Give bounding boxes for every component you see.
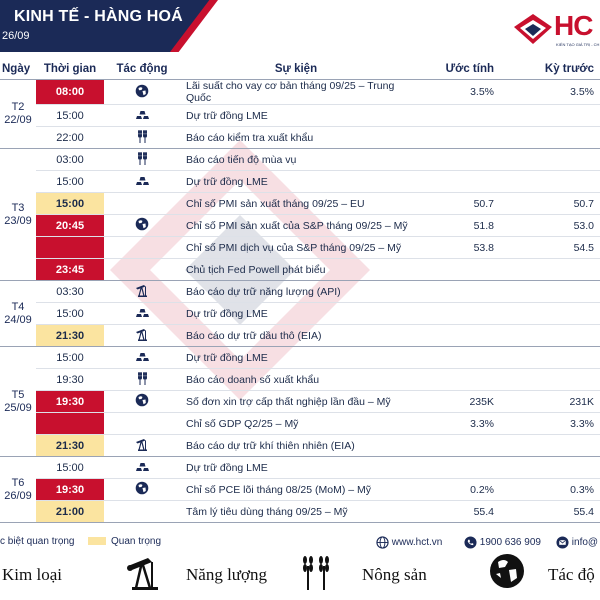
event-cell: Báo cáo dự trữ năng lượng (API) (180, 281, 412, 303)
forecast-cell: 55.4 (412, 501, 504, 523)
event-cell: Lãi suất cho vay cơ bản tháng 09/25 – Trung Quốc (180, 80, 412, 105)
table-row (0, 391, 600, 413)
impact-cell (104, 105, 180, 127)
previous-cell: 53.0 (504, 215, 600, 237)
event-cell: Dự trữ đồng LME (180, 457, 412, 479)
event-cell: Chỉ số PMI sản xuất của S&P tháng 09/25 – Mỹ (180, 215, 412, 237)
header-date: 26/09 (2, 30, 30, 42)
oil-pump-icon (124, 552, 164, 592)
previous-cell: 231K (504, 391, 600, 413)
time-cell: 22:00 (36, 127, 104, 149)
impact-cell (104, 215, 180, 237)
time-cell: 21:00 (36, 501, 104, 523)
globe-icon (135, 481, 149, 495)
previous-cell: 3.3% (504, 413, 600, 435)
impact-cell (104, 127, 180, 149)
event-cell: Báo cáo dự trữ khí thiên nhiên (EIA) (180, 435, 412, 457)
time-cell: 15:00 (36, 171, 104, 193)
legend-important-label: Quan trọng (111, 536, 162, 547)
impact-cell (104, 80, 180, 105)
previous-cell (504, 171, 600, 193)
impact-cell (104, 391, 180, 413)
metal-bars-icon (135, 107, 149, 121)
metal-bars-icon (135, 305, 149, 319)
globe-icon (488, 552, 526, 590)
previous-cell (504, 281, 600, 303)
col-header-forecast: Ước tính (412, 58, 504, 80)
impact-cell (104, 347, 180, 369)
table-row (0, 193, 600, 215)
day-cell: T5 25/09 (0, 347, 36, 457)
table-body (0, 80, 600, 523)
header (0, 0, 600, 56)
time-cell: 15:00 (36, 105, 104, 127)
previous-cell (504, 127, 600, 149)
phone-text: 1900 636 909 (479, 537, 541, 549)
previous-cell (504, 303, 600, 325)
metal-bars-icon (135, 459, 149, 473)
impact-cell (104, 369, 180, 391)
event-cell: Chỉ số PCE lõi tháng 08/25 (MoM) – Mỹ (180, 479, 412, 501)
table-row (0, 237, 600, 259)
globe-icon (135, 217, 149, 231)
forecast-cell (412, 457, 504, 479)
col-header-previous: Kỳ trước (504, 58, 600, 80)
forecast-cell (412, 259, 504, 281)
impact-cell (104, 193, 180, 215)
logo-tagline: KIẾN TẠO GIÁ TRỊ - CH (556, 42, 600, 47)
event-cell: Tâm lý tiêu dùng tháng 09/25 – Mỹ (180, 501, 412, 523)
day-cell: T3 23/09 (0, 149, 36, 281)
forecast-cell: 51.8 (412, 215, 504, 237)
metal-bars-icon (135, 173, 149, 187)
event-cell: Chủ tịch Fed Powell phát biểu (180, 259, 412, 281)
table-row (0, 457, 600, 479)
event-cell: Chỉ số PMI dịch vụ của S&P tháng 09/25 – Mỹ (180, 237, 412, 259)
time-cell: 03:00 (36, 149, 104, 171)
previous-cell: 50.7 (504, 193, 600, 215)
previous-cell (504, 347, 600, 369)
previous-cell (504, 105, 600, 127)
time-cell: 21:30 (36, 325, 104, 347)
time-cell (36, 237, 104, 259)
time-cell: 21:30 (36, 435, 104, 457)
web-icon (376, 536, 389, 549)
col-header-day: Ngày (0, 58, 36, 80)
table-row (0, 105, 600, 127)
event-cell: Chỉ số GDP Q2/25 – Mỹ (180, 413, 412, 435)
table-row (0, 149, 600, 171)
forecast-cell: 3.3% (412, 413, 504, 435)
impact-cell (104, 325, 180, 347)
legend-special-label: c biệt quan trọng (0, 536, 75, 547)
email-text: info@ (571, 537, 599, 549)
forecast-cell (412, 149, 504, 171)
wheat-icon (135, 129, 149, 143)
table-row (0, 501, 600, 523)
impact-cell (104, 501, 180, 523)
forecast-cell: 50.7 (412, 193, 504, 215)
forecast-cell (412, 325, 504, 347)
logo-diamond-icon (512, 12, 554, 46)
event-cell: Báo cáo tiến độ mùa vụ (180, 149, 412, 171)
website-text: www.hct.vn (391, 537, 443, 549)
globe-icon (135, 393, 149, 407)
time-cell (36, 413, 104, 435)
time-cell: 03:30 (36, 281, 104, 303)
legend-yellow-swatch (88, 537, 106, 545)
logo-text: HC (554, 10, 593, 41)
forecast-cell (412, 435, 504, 457)
phone-link[interactable] (464, 536, 541, 549)
forecast-cell (412, 105, 504, 127)
event-cell: Dự trữ đồng LME (180, 347, 412, 369)
time-cell: 15:00 (36, 193, 104, 215)
category-metal-label: Kim loại (2, 565, 62, 584)
table-header-row (0, 58, 600, 80)
event-cell: Báo cáo dự trữ dầu thô (EIA) (180, 325, 412, 347)
event-cell: Dự trữ đồng LME (180, 105, 412, 127)
table-row (0, 127, 600, 149)
impact-cell (104, 281, 180, 303)
previous-cell (504, 325, 600, 347)
footer (0, 528, 600, 600)
phone-icon (464, 536, 477, 549)
category-energy-label: Năng lượng (186, 565, 267, 584)
time-cell: 08:00 (36, 80, 104, 105)
table-row (0, 281, 600, 303)
day-cell: T2 22/09 (0, 80, 36, 149)
oil-pump-icon (135, 437, 149, 451)
forecast-cell: 0.2% (412, 479, 504, 501)
forecast-cell: 235K (412, 391, 504, 413)
col-header-time: Thời gian (36, 58, 104, 80)
table-row (0, 259, 600, 281)
event-cell: Dự trữ đồng LME (180, 171, 412, 193)
previous-cell: 3.5% (504, 80, 600, 105)
page-title: KINH TẾ - HÀNG HOÁ (14, 8, 183, 25)
impact-cell (104, 171, 180, 193)
company-logo (510, 8, 600, 52)
wheat-icon (135, 371, 149, 385)
table-row (0, 171, 600, 193)
event-cell: Báo cáo doanh số xuất khẩu (180, 369, 412, 391)
previous-cell (504, 369, 600, 391)
time-cell: 15:00 (36, 457, 104, 479)
event-cell: Chỉ số PMI sản xuất tháng 09/25 – EU (180, 193, 412, 215)
wheat-icon (135, 151, 149, 165)
schedule-table (0, 58, 600, 523)
email-link[interactable] (556, 536, 598, 549)
impact-cell (104, 303, 180, 325)
impact-cell (104, 435, 180, 457)
table-row (0, 413, 600, 435)
table-row (0, 435, 600, 457)
forecast-cell (412, 281, 504, 303)
previous-cell (504, 149, 600, 171)
previous-cell (504, 457, 600, 479)
impact-cell (104, 479, 180, 501)
forecast-cell (412, 347, 504, 369)
category-agri-label: Nông sản (362, 565, 427, 584)
previous-cell (504, 435, 600, 457)
time-cell: 20:45 (36, 215, 104, 237)
day-cell: T6 26/09 (0, 457, 36, 523)
col-header-event: Sự kiện (180, 58, 412, 80)
table-row (0, 325, 600, 347)
impact-cell (104, 237, 180, 259)
day-cell: T4 24/09 (0, 281, 36, 347)
category-impact-label: Tác độ (548, 565, 595, 584)
wheat-icon (296, 552, 336, 592)
forecast-cell: 53.8 (412, 237, 504, 259)
event-cell: Số đơn xin trợ cấp thất nghiệp lần đầu – Mỹ (180, 391, 412, 413)
time-cell: 19:30 (36, 369, 104, 391)
previous-cell (504, 259, 600, 281)
impact-cell (104, 259, 180, 281)
event-cell: Dự trữ đồng LME (180, 303, 412, 325)
time-cell: 19:30 (36, 391, 104, 413)
previous-cell: 55.4 (504, 501, 600, 523)
table-row (0, 347, 600, 369)
oil-pump-icon (135, 283, 149, 297)
legend-special (0, 536, 75, 547)
impact-cell (104, 413, 180, 435)
website-link[interactable] (376, 536, 442, 549)
email-icon (556, 536, 569, 549)
time-cell: 15:00 (36, 303, 104, 325)
time-cell: 19:30 (36, 479, 104, 501)
impact-cell (104, 457, 180, 479)
forecast-cell (412, 369, 504, 391)
col-header-impact: Tác động (104, 58, 180, 80)
time-cell: 15:00 (36, 347, 104, 369)
table-row (0, 303, 600, 325)
table-row (0, 215, 600, 237)
table-row (0, 479, 600, 501)
previous-cell: 54.5 (504, 237, 600, 259)
table-row (0, 369, 600, 391)
event-cell: Báo cáo kiểm tra xuất khẩu (180, 127, 412, 149)
metal-bars-icon (135, 349, 149, 363)
forecast-cell (412, 127, 504, 149)
forecast-cell: 3.5% (412, 80, 504, 105)
legend-important (88, 536, 161, 547)
forecast-cell (412, 171, 504, 193)
time-cell: 23:45 (36, 259, 104, 281)
previous-cell: 0.3% (504, 479, 600, 501)
oil-pump-icon (135, 327, 149, 341)
globe-icon (135, 84, 149, 98)
impact-cell (104, 149, 180, 171)
table-row (0, 80, 600, 105)
forecast-cell (412, 303, 504, 325)
